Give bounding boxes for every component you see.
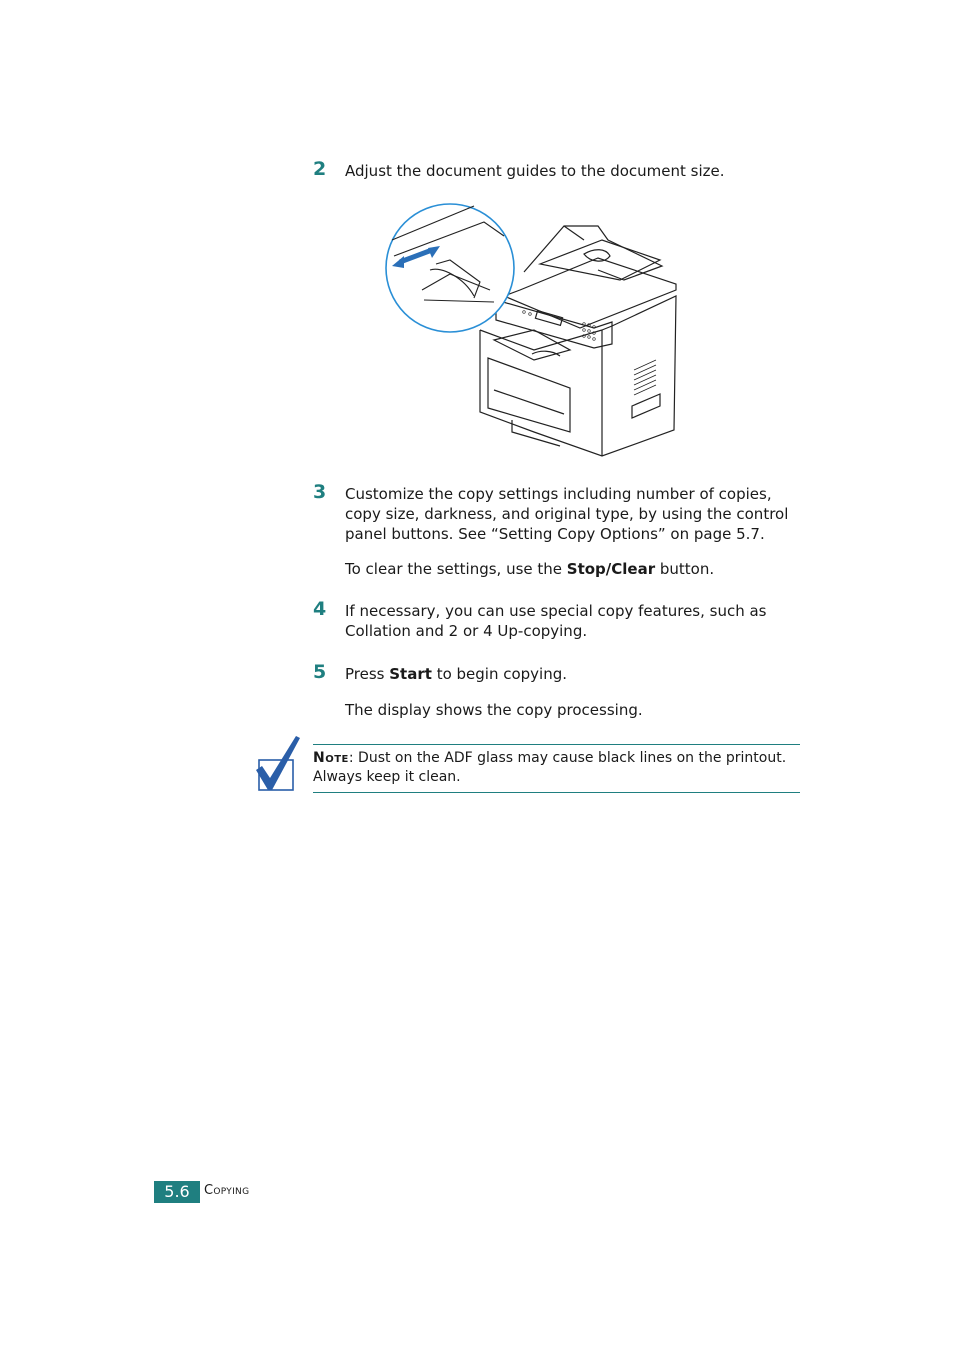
printer-illustration (384, 200, 680, 460)
stop-clear-label: Stop/Clear (566, 560, 656, 578)
clear-settings-text (345, 559, 800, 579)
step-4-text: If necessary, you can use special copy features, such as Collation and 2 or 4 Up-copying. (345, 602, 767, 640)
step-2-text: Adjust the document guides to the document size. (345, 162, 725, 180)
note-text: : Dust on the ADF glass may cause black lines on the printout. Always keep it clean. (313, 750, 787, 785)
step-3-text: Customize the copy settings including number of copies, copy size, darkness, and original type, by using the control panel buttons. See “Setting Copy Options” on page 5.7. (345, 485, 789, 543)
checkmark-icon (256, 736, 302, 794)
note-top-rule (313, 744, 800, 745)
step-5-text (345, 664, 800, 684)
note-bottom-rule (313, 792, 800, 793)
step-number-4: 4 (313, 598, 327, 620)
page-number: 5.6 (154, 1181, 200, 1203)
step-number-3: 3 (313, 481, 327, 503)
step-number-5: 5 (313, 661, 327, 683)
press-suffix: to begin copying. (431, 665, 568, 683)
note-block (313, 749, 793, 787)
chapter-title: Copying (204, 1183, 250, 1198)
note-label: Note (313, 750, 349, 766)
step-number-2: 2 (313, 158, 327, 180)
press-prefix: Press (345, 665, 390, 683)
start-label: Start (389, 665, 432, 683)
clear-prefix: To clear the settings, use the (345, 560, 567, 578)
display-text: The display shows the copy processing. (345, 701, 643, 719)
clear-suffix: button. (655, 560, 715, 578)
